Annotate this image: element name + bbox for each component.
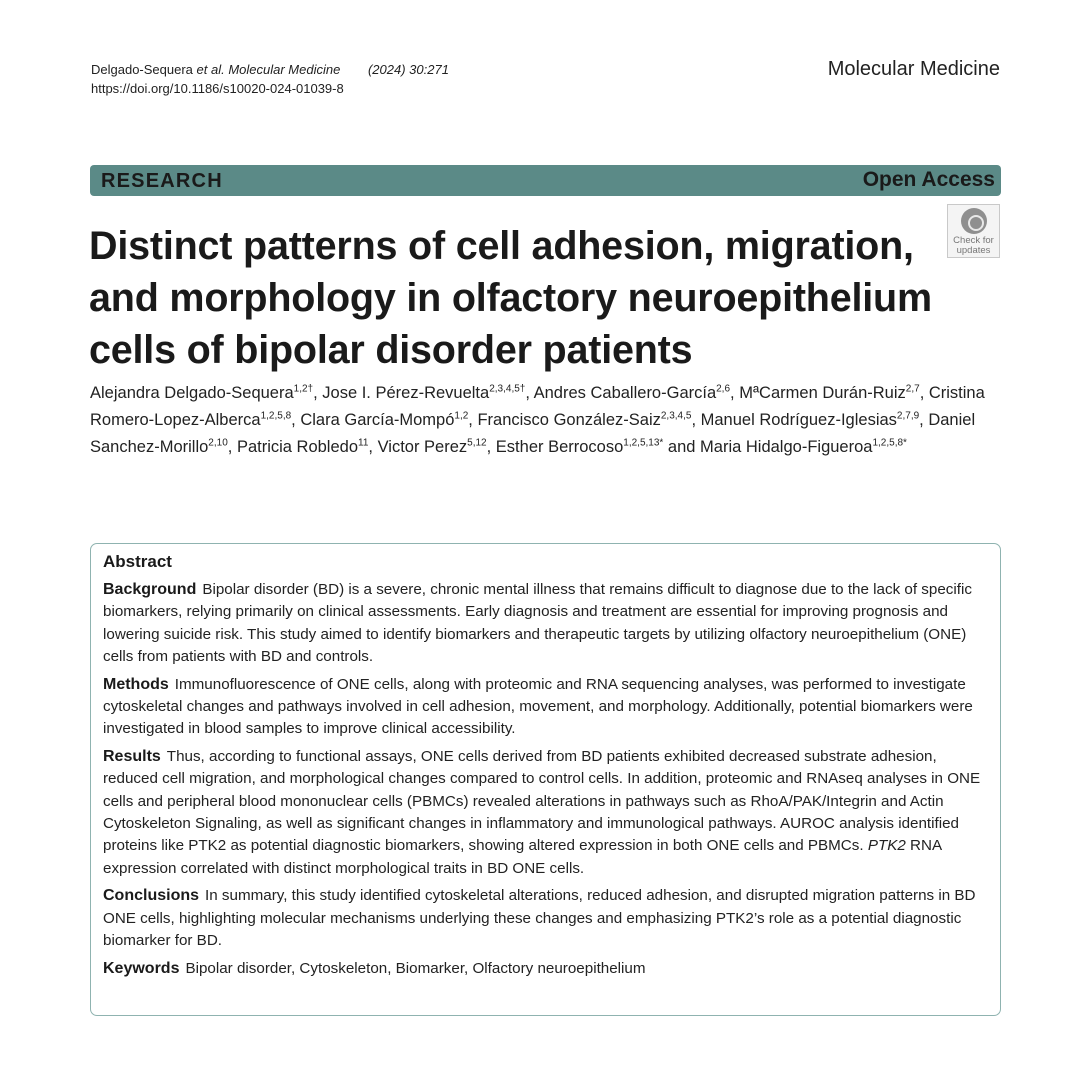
author-name[interactable]: Clara García-Mompó xyxy=(300,411,455,429)
header-etal: et al. xyxy=(196,62,225,77)
keywords-label: Keywords xyxy=(103,959,180,977)
author-name[interactable]: MªCarmen Durán-Ruiz xyxy=(739,384,906,402)
author-separator: , xyxy=(468,411,478,429)
check-updates-line2: updates xyxy=(956,245,991,256)
check-for-updates-icon xyxy=(961,208,987,234)
author-name[interactable]: Victor Perez xyxy=(377,438,468,456)
author-separator: and xyxy=(663,438,701,456)
citation-header xyxy=(91,60,449,98)
author-affiliation: 1,2† xyxy=(293,383,314,395)
author-affiliation: 2,3,4,5† xyxy=(489,383,526,395)
author-separator: , xyxy=(368,438,378,456)
conclusions-label: Conclusions xyxy=(103,887,200,905)
abstract-box xyxy=(90,543,1001,1016)
abstract-heading: Abstract xyxy=(103,552,172,571)
check-for-updates-button[interactable] xyxy=(947,204,1000,258)
results-gene: PTK2 xyxy=(867,837,906,855)
author-affiliation: 2,7 xyxy=(905,383,920,395)
doi-link[interactable]: https://doi.org/10.1186/s10020-024-01039-8 xyxy=(91,81,344,96)
open-access-label: Open Access xyxy=(862,168,995,191)
author-name[interactable]: Francisco González-Saiz xyxy=(477,411,661,429)
methods-text: Immunofluorescence of ONE cells, along with proteomic and RNA sequencing analyses, was performed to investigate cytoskeletal changes and pathways involved in cell adhesion, movement, and morphology. Additionally, potential biomarkers were investigated in blood samples to improve clinical accessibility. xyxy=(103,675,973,738)
author-separator: , xyxy=(691,411,701,429)
author-name[interactable]: Patricia Robledo xyxy=(236,438,359,456)
author-list xyxy=(90,380,995,461)
author-name[interactable]: Cristina Romero-Lopez-Alberca xyxy=(90,384,985,429)
header-citation: (2024) 30:271 xyxy=(367,62,449,77)
keywords-text: Bipolar disorder, Cytoskeleton, Biomarker, Olfactory neuroepithelium xyxy=(185,959,646,977)
author-affiliation: 1,2,5,8 xyxy=(260,410,292,422)
check-updates-line1: Check for xyxy=(953,235,994,246)
header-authors: Delgado-Sequera xyxy=(91,62,193,77)
author-affiliation: 1,2,5,8* xyxy=(872,437,907,449)
author-name[interactable]: Manuel Rodríguez-Iglesias xyxy=(700,411,897,429)
abstract-methods xyxy=(103,674,988,741)
author-name[interactable]: Daniel Sanchez-Morillo xyxy=(90,411,976,456)
author-name[interactable]: Alejandra Delgado-Sequera xyxy=(90,384,294,402)
author-separator: , xyxy=(486,438,496,456)
author-affiliation: 5,12 xyxy=(467,437,487,449)
author-separator: , xyxy=(919,411,929,429)
author-name[interactable]: Andres Caballero-García xyxy=(533,384,717,402)
author-affiliation: 2,10 xyxy=(208,437,228,449)
results-text-a: Thus, according to functional assays, ONE cells derived from BD patients exhibited decreased substrate adhesion, reduced cell migration, and morphological changes compared to control cells. In addition, proteomic and RNAseq analyses in ONE cells and peripheral blood mononuclear cells (PBMCs) revealed alterations in pathways such as RhoA/PAK/Integrin and Actin Cytoskeleton Signaling, as well as significant changes in inflammatory and immunological pathways. AUROC analysis identified proteins like PTK2 as potential diagnostic biomarkers, showing altered expression in both ONE cells and PBMCs. xyxy=(103,747,981,855)
article-type-banner xyxy=(90,165,1001,196)
author-affiliation: 11 xyxy=(358,437,369,449)
article-type-label: RESEARCH xyxy=(101,170,223,192)
results-label: Results xyxy=(103,747,161,765)
abstract-keywords xyxy=(103,958,988,980)
author-separator: , xyxy=(919,384,929,402)
conclusions-text: In summary, this study identified cytoskeletal alterations, reduced adhesion, and disrupted migration patterns in BD ONE cells, highlighting molecular mechanisms underlying these changes and emphasizing PTK2’s role as a potential diagnostic biomarker for BD. xyxy=(103,887,976,950)
abstract-background xyxy=(103,579,988,669)
results-text-b: RNA expression correlated with distinct morphological traits in BD ONE cells. xyxy=(103,837,942,877)
author-name[interactable]: Maria Hidalgo-Figueroa xyxy=(700,438,873,456)
background-text: Bipolar disorder (BD) is a severe, chronic mental illness that remains difficult to diagnose due to the lack of specific biomarkers, relying primarily on clinical assessments. Early diagnosis and treatment are essential for improving prognosis and lowering suicide risk. This study aimed to identify biomarkers and therapeutic targets by utilizing olfactory neuroepithelium (ONE) cells from patients with BD and controls. xyxy=(103,581,972,666)
author-name[interactable]: Jose I. Pérez-Revuelta xyxy=(322,384,490,402)
author-name[interactable]: Esther Berrocoso xyxy=(495,438,624,456)
article-title: Distinct patterns of cell adhesion, migration, and morphology in olfactory neuroepithelium cells of bipolar disorder patients xyxy=(89,224,932,372)
author-separator: , xyxy=(291,411,301,429)
methods-label: Methods xyxy=(103,675,169,693)
background-label: Background xyxy=(103,581,197,598)
abstract-results xyxy=(103,746,988,880)
author-affiliation: 2,6 xyxy=(716,383,731,395)
author-affiliation: 2,3,4,5 xyxy=(660,410,692,422)
author-affiliation: 2,7,9 xyxy=(896,410,920,422)
header-journal: Molecular Medicine xyxy=(228,62,341,77)
author-separator: , xyxy=(730,384,740,402)
author-separator: , xyxy=(313,384,323,402)
author-affiliation: 1,2,5,13* xyxy=(623,437,664,449)
author-separator: , xyxy=(525,384,534,402)
abstract-conclusions xyxy=(103,885,988,952)
author-separator: , xyxy=(227,438,237,456)
journal-name: Molecular Medicine xyxy=(827,58,1000,80)
author-affiliation: 1,2 xyxy=(454,410,469,422)
